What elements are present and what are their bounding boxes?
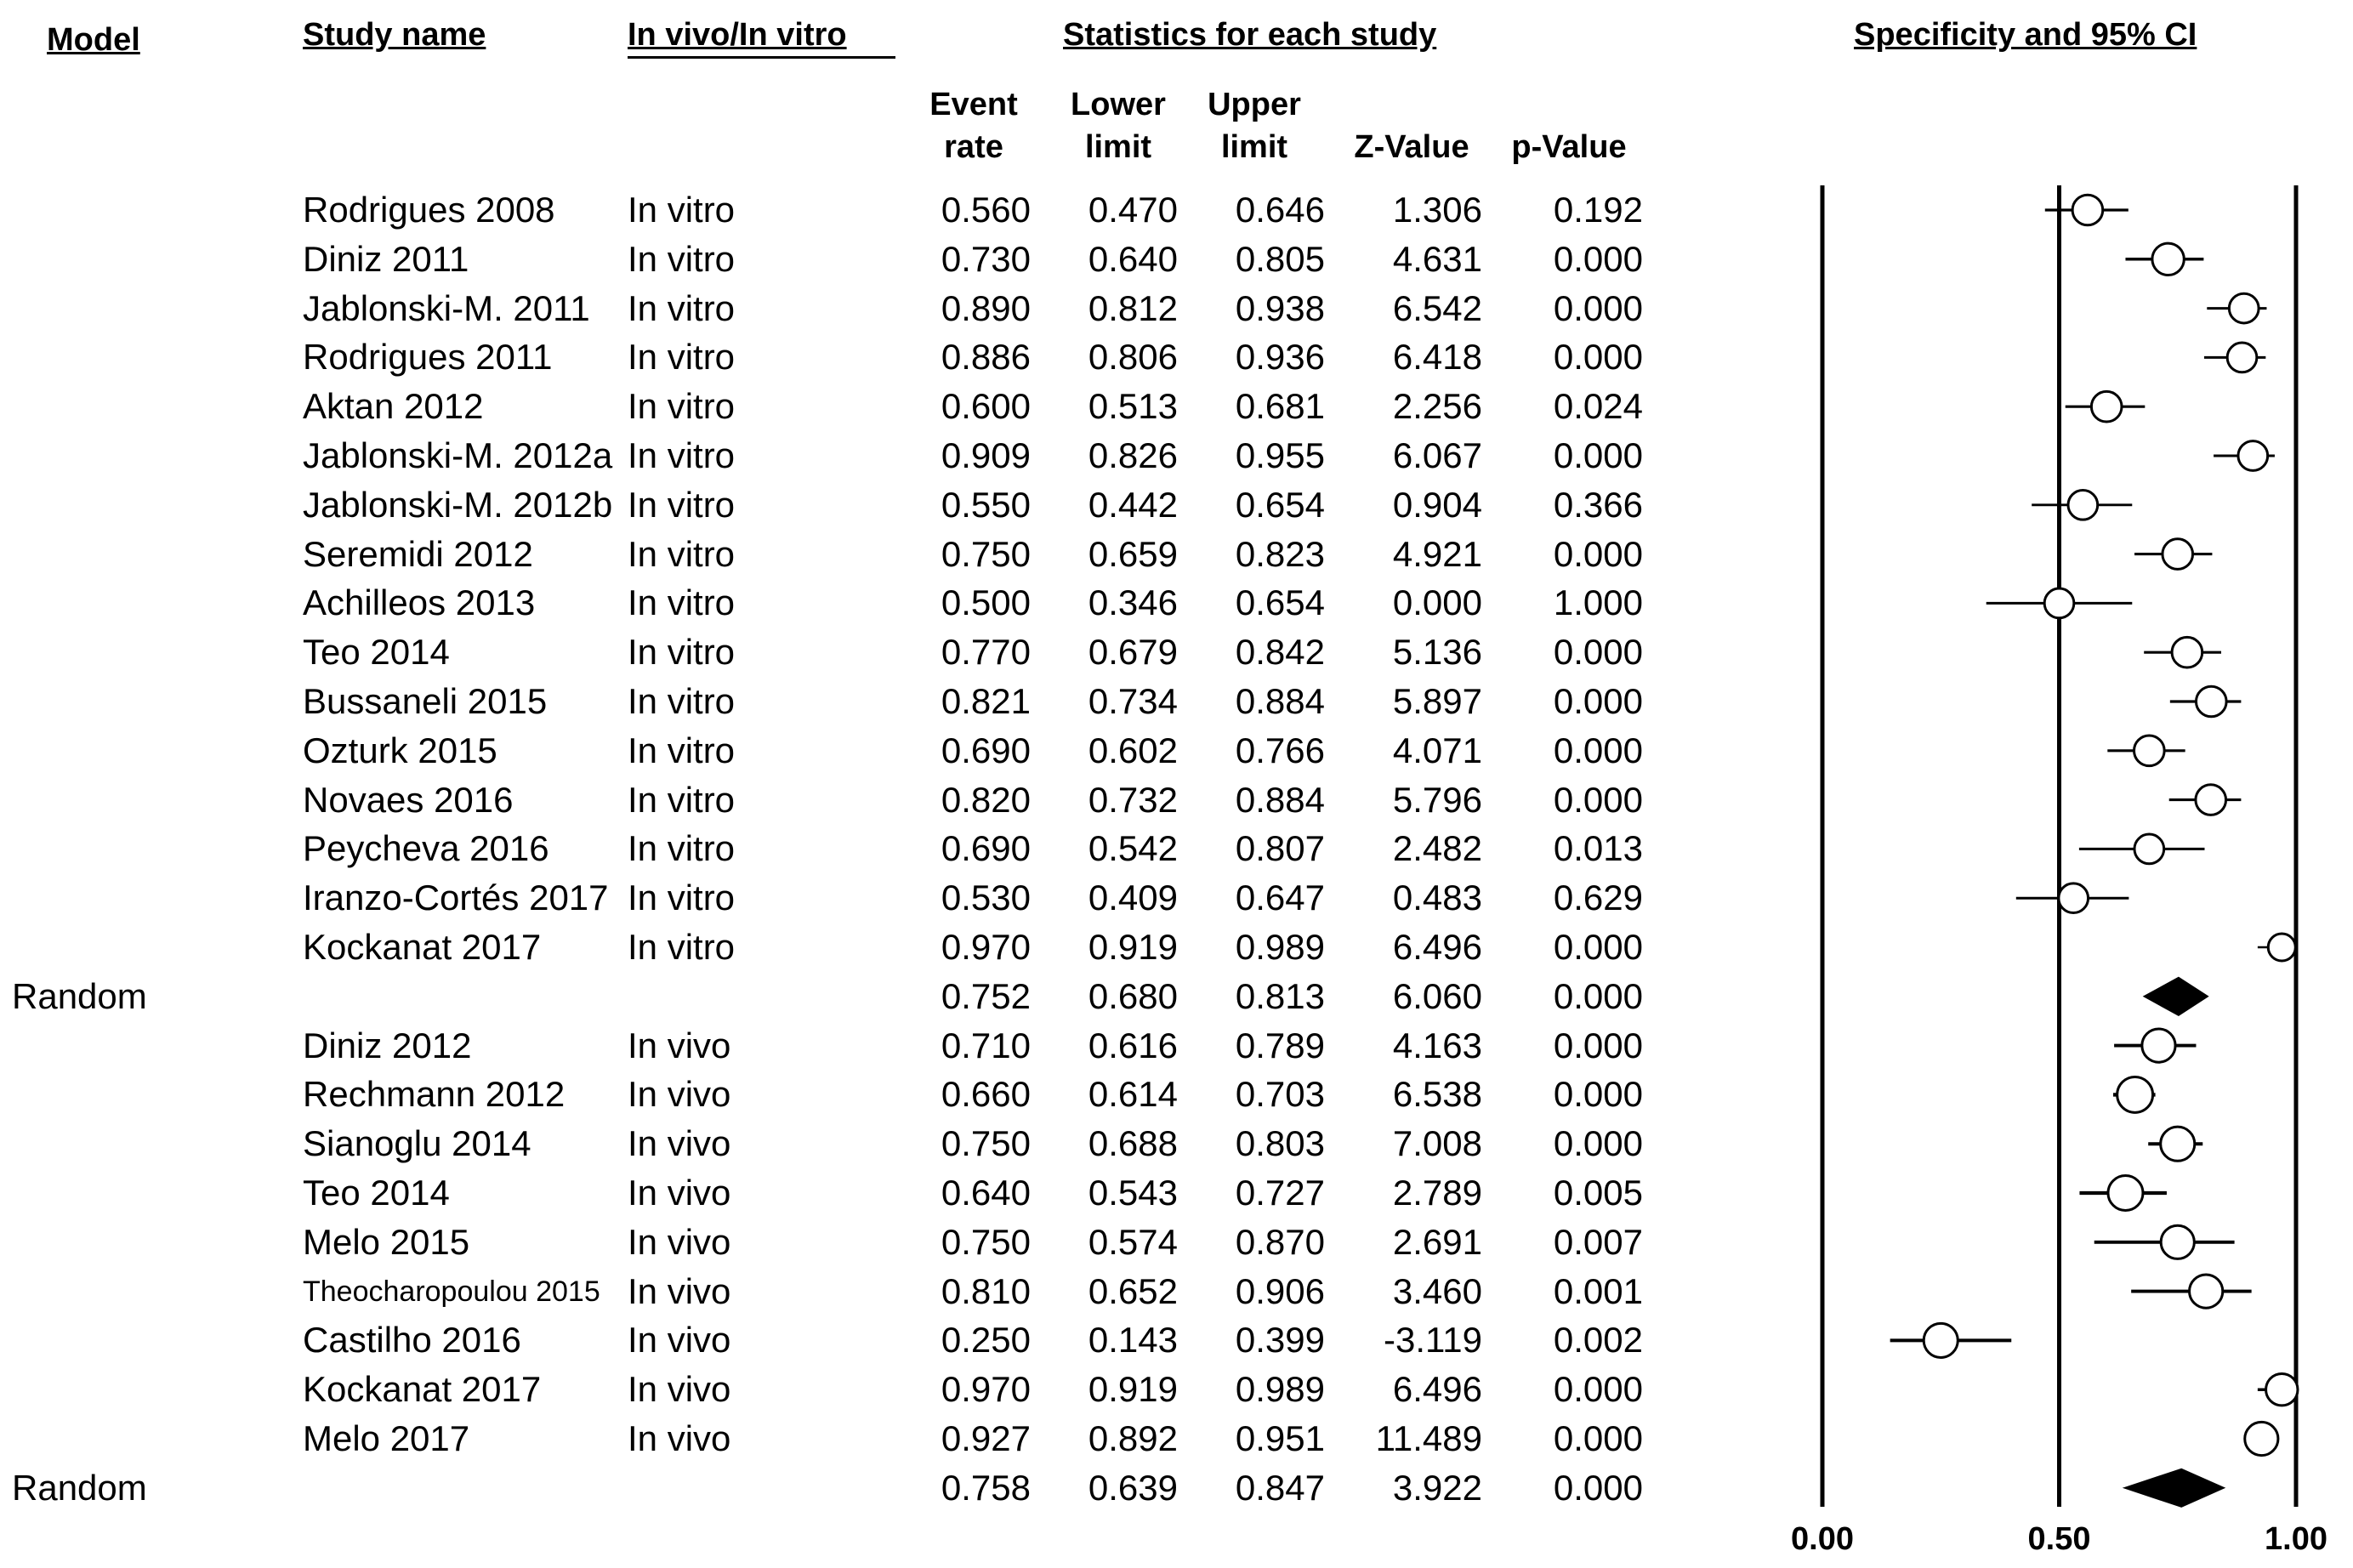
in-vivo-vitro-cell: In vivo	[628, 1173, 731, 1213]
p-value-cell: 0.000	[1553, 1074, 1643, 1115]
study-name-cell: Jablonski-M. 2012b	[303, 484, 613, 525]
upper-limit-cell: 0.807	[1235, 828, 1325, 869]
upper-limit-cell: 0.654	[1235, 582, 1325, 623]
in-vivo-vitro-cell: In vitro	[628, 681, 736, 721]
lower-limit-cell: 0.614	[1088, 1074, 1178, 1115]
z-value-cell: 1.306	[1392, 190, 1482, 230]
in-vivo-vitro-cell: In vitro	[628, 878, 736, 918]
header-in-vivo-vitro: In vivo/In vitro	[628, 17, 847, 53]
z-value-cell: 6.542	[1392, 287, 1482, 328]
lower-limit-cell: 0.734	[1088, 681, 1178, 721]
event-rate-cell: 0.250	[941, 1320, 1031, 1361]
estimate-marker	[2227, 343, 2257, 372]
subheader-z-value: Z-Value	[1354, 129, 1469, 165]
estimate-marker	[2059, 883, 2089, 913]
lower-limit-cell: 0.442	[1088, 484, 1178, 525]
z-value-cell: 2.482	[1392, 828, 1482, 869]
event-rate-cell: 0.750	[941, 1221, 1031, 1262]
lower-limit-cell: 0.659	[1088, 533, 1178, 574]
event-rate-cell: 0.810	[941, 1270, 1031, 1311]
lower-limit-cell: 0.812	[1088, 287, 1178, 328]
p-value-cell: 0.000	[1553, 1418, 1643, 1458]
z-value-cell: 2.256	[1392, 386, 1482, 427]
in-vivo-vitro-cell: In vivo	[628, 1270, 731, 1311]
model-cell: Random	[12, 975, 147, 1016]
upper-limit-cell: 0.870	[1235, 1221, 1325, 1262]
in-vivo-vitro-cell: In vitro	[628, 927, 736, 967]
event-rate-cell: 0.886	[941, 337, 1031, 378]
z-value-cell: 2.691	[1392, 1221, 1482, 1262]
lower-limit-cell: 0.919	[1088, 927, 1178, 967]
x-tick-label: 0.00	[1791, 1521, 1854, 1557]
lower-limit-cell: 0.542	[1088, 828, 1178, 869]
estimate-marker	[2161, 1127, 2195, 1161]
event-rate-cell: 0.550	[941, 484, 1031, 525]
in-vivo-vitro-cell: In vitro	[628, 238, 736, 279]
event-rate-cell: 0.710	[941, 1025, 1031, 1065]
upper-limit-cell: 0.803	[1235, 1123, 1325, 1164]
p-value-cell: 0.000	[1553, 730, 1643, 770]
in-vivo-vitro-cell: In vivo	[628, 1320, 731, 1361]
in-vivo-vitro-cell: In vitro	[628, 386, 736, 427]
z-value-cell: -3.119	[1384, 1320, 1482, 1361]
z-value-cell: 6.067	[1392, 435, 1482, 475]
summary-diamond	[2145, 978, 2208, 1015]
model-cell: Random	[12, 1467, 147, 1508]
upper-limit-cell: 0.805	[1235, 238, 1325, 279]
study-name-cell: Rodrigues 2011	[303, 337, 553, 378]
event-rate-cell: 0.970	[941, 927, 1031, 967]
z-value-cell: 0.483	[1392, 878, 1482, 918]
p-value-cell: 0.000	[1553, 1369, 1643, 1410]
event-rate-cell: 0.690	[941, 828, 1031, 869]
lower-limit-cell: 0.919	[1088, 1369, 1178, 1410]
p-value-cell: 0.000	[1553, 927, 1643, 967]
subheader-event-rate-line2: rate	[944, 129, 1003, 165]
event-rate-cell: 0.821	[941, 681, 1031, 721]
study-name-cell: Peycheva 2016	[303, 828, 549, 869]
lower-limit-cell: 0.679	[1088, 632, 1178, 673]
event-rate-cell: 0.909	[941, 435, 1031, 475]
estimate-marker	[2142, 1029, 2175, 1062]
z-value-cell: 5.796	[1392, 779, 1482, 820]
in-vivo-vitro-cell: In vivo	[628, 1221, 731, 1262]
subheader-p-value: p-Value	[1511, 129, 1627, 165]
estimate-marker	[2134, 736, 2165, 766]
x-tick-label: 0.50	[2027, 1521, 2091, 1557]
lower-limit-cell: 0.826	[1088, 435, 1178, 475]
study-name-cell: Jablonski-M. 2011	[303, 287, 590, 328]
event-rate-cell: 0.500	[941, 582, 1031, 623]
p-value-cell: 0.366	[1553, 484, 1643, 525]
study-name-cell: Rodrigues 2008	[303, 190, 555, 230]
upper-limit-cell: 0.823	[1235, 533, 1325, 574]
study-name-cell: Kockanat 2017	[303, 1369, 542, 1410]
upper-limit-cell: 0.847	[1235, 1467, 1325, 1508]
upper-limit-cell: 0.936	[1235, 337, 1325, 378]
p-value-cell: 0.007	[1553, 1221, 1643, 1262]
lower-limit-cell: 0.346	[1088, 582, 1178, 623]
lower-limit-cell: 0.513	[1088, 386, 1178, 427]
upper-limit-cell: 0.842	[1235, 632, 1325, 673]
upper-limit-cell: 0.955	[1235, 435, 1325, 475]
z-value-cell: 7.008	[1392, 1123, 1482, 1164]
study-name-cell: Kockanat 2017	[303, 927, 542, 967]
upper-limit-cell: 0.789	[1235, 1025, 1325, 1065]
upper-limit-cell: 0.727	[1235, 1173, 1325, 1213]
p-value-cell: 0.005	[1553, 1173, 1643, 1213]
p-value-cell: 0.002	[1553, 1320, 1643, 1361]
lower-limit-cell: 0.688	[1088, 1123, 1178, 1164]
estimate-marker	[2196, 785, 2226, 815]
event-rate-cell: 0.750	[941, 1123, 1031, 1164]
z-value-cell: 6.418	[1392, 337, 1482, 378]
p-value-cell: 0.000	[1553, 779, 1643, 820]
in-vivo-vitro-cell: In vitro	[628, 435, 736, 475]
p-value-cell: 0.000	[1553, 1467, 1643, 1508]
study-name-cell: Rechmann 2012	[303, 1074, 566, 1115]
in-vivo-vitro-cell: In vitro	[628, 533, 736, 574]
z-value-cell: 4.631	[1392, 238, 1482, 279]
header-specificity: Specificity and 95% CI	[1854, 17, 2197, 53]
upper-limit-cell: 0.647	[1235, 878, 1325, 918]
estimate-marker	[2134, 834, 2164, 864]
upper-limit-cell: 0.703	[1235, 1074, 1325, 1115]
in-vivo-vitro-cell: In vivo	[628, 1418, 731, 1458]
z-value-cell: 3.460	[1392, 1270, 1482, 1311]
upper-limit-cell: 0.884	[1235, 681, 1325, 721]
lower-limit-cell: 0.680	[1088, 975, 1178, 1016]
x-tick-label: 1.00	[2265, 1521, 2327, 1557]
p-value-cell: 0.024	[1553, 386, 1643, 427]
in-vivo-vitro-cell: In vitro	[628, 779, 736, 820]
study-name-cell: Theocharopoulou 2015	[303, 1275, 600, 1308]
z-value-cell: 6.496	[1392, 1369, 1482, 1410]
estimate-marker	[2163, 539, 2193, 570]
study-name-cell: Castilho 2016	[303, 1320, 521, 1361]
event-rate-cell: 0.820	[941, 779, 1031, 820]
header-statistics: Statistics for each study	[1063, 17, 1437, 53]
z-value-cell: 2.789	[1392, 1173, 1482, 1213]
study-name-cell: Teo 2014	[303, 1173, 450, 1213]
upper-limit-cell: 0.813	[1235, 975, 1325, 1016]
estimate-marker	[2068, 490, 2098, 520]
event-rate-cell: 0.758	[941, 1467, 1031, 1508]
study-name-cell: Melo 2017	[303, 1418, 470, 1458]
summary-diamond	[2125, 1469, 2224, 1507]
event-rate-cell: 0.750	[941, 533, 1031, 574]
study-name-cell: Diniz 2011	[303, 238, 469, 279]
z-value-cell: 4.921	[1392, 533, 1482, 574]
p-value-cell: 0.001	[1553, 1270, 1643, 1311]
subheader-event-rate-line1: Event	[929, 87, 1018, 122]
upper-limit-cell: 0.399	[1235, 1320, 1325, 1361]
p-value-cell: 0.000	[1553, 287, 1643, 328]
estimate-marker	[2190, 1275, 2223, 1308]
in-vivo-vitro-cell: In vitro	[628, 828, 736, 869]
in-vivo-vitro-cell: In vitro	[628, 730, 736, 770]
study-name-cell: Seremidi 2012	[303, 533, 533, 574]
upper-limit-cell: 0.989	[1235, 927, 1325, 967]
p-value-cell: 0.000	[1553, 238, 1643, 279]
estimate-marker	[2266, 1374, 2298, 1406]
p-value-cell: 0.000	[1553, 975, 1643, 1016]
estimate-marker	[1924, 1323, 1958, 1357]
upper-limit-cell: 0.646	[1235, 190, 1325, 230]
in-vivo-vitro-cell: In vivo	[628, 1074, 731, 1115]
p-value-cell: 0.000	[1553, 435, 1643, 475]
event-rate-cell: 0.970	[941, 1369, 1031, 1410]
study-name-cell: Ozturk 2015	[303, 730, 497, 770]
upper-limit-cell: 0.884	[1235, 779, 1325, 820]
in-vivo-vitro-cell: In vitro	[628, 484, 736, 525]
estimate-marker	[2229, 293, 2259, 323]
in-vivo-vitro-cell: In vitro	[628, 337, 736, 378]
study-name-cell: Teo 2014	[303, 632, 450, 673]
lower-limit-cell: 0.639	[1088, 1467, 1178, 1508]
p-value-cell: 0.000	[1553, 681, 1643, 721]
lower-limit-cell: 0.470	[1088, 190, 1178, 230]
study-name-cell: Melo 2015	[303, 1221, 470, 1262]
event-rate-cell: 0.752	[941, 975, 1031, 1016]
lower-limit-cell: 0.543	[1088, 1173, 1178, 1213]
in-vivo-vitro-cell: In vivo	[628, 1025, 731, 1065]
upper-limit-cell: 0.906	[1235, 1270, 1325, 1311]
estimate-marker	[2196, 686, 2226, 717]
subheader-upper-limit-line2: limit	[1220, 129, 1288, 165]
lower-limit-cell: 0.409	[1088, 878, 1178, 918]
p-value-cell: 0.000	[1553, 1123, 1643, 1164]
study-name-cell: Jablonski-M. 2012a	[303, 435, 613, 475]
z-value-cell: 5.897	[1392, 681, 1482, 721]
z-value-cell: 5.136	[1392, 632, 1482, 673]
lower-limit-cell: 0.732	[1088, 779, 1178, 820]
in-vivo-vitro-cell: In vitro	[628, 287, 736, 328]
z-value-cell: 6.538	[1392, 1074, 1482, 1115]
estimate-marker	[2161, 1225, 2194, 1258]
subheader-lower-limit-line2: limit	[1084, 129, 1152, 165]
upper-limit-cell: 0.989	[1235, 1369, 1325, 1410]
study-name-cell: Achilleos 2013	[303, 582, 536, 623]
lower-limit-cell: 0.574	[1088, 1221, 1178, 1262]
event-rate-cell: 0.770	[941, 632, 1031, 673]
event-rate-cell: 0.560	[941, 190, 1031, 230]
p-value-cell: 0.000	[1553, 1025, 1643, 1065]
p-value-cell: 0.000	[1553, 337, 1643, 378]
z-value-cell: 4.071	[1392, 730, 1482, 770]
header-model: Model	[47, 22, 140, 58]
event-rate-cell: 0.530	[941, 878, 1031, 918]
event-rate-cell: 0.640	[941, 1173, 1031, 1213]
lower-limit-cell: 0.892	[1088, 1418, 1178, 1458]
study-name-cell: Aktan 2012	[303, 386, 484, 427]
in-vivo-vitro-cell: In vitro	[628, 632, 736, 673]
p-value-cell: 0.000	[1553, 632, 1643, 673]
upper-limit-cell: 0.654	[1235, 484, 1325, 525]
event-rate-cell: 0.690	[941, 730, 1031, 770]
study-name-cell: Diniz 2012	[303, 1025, 472, 1065]
z-value-cell: 11.489	[1375, 1418, 1482, 1458]
estimate-marker	[2117, 1077, 2153, 1112]
event-rate-cell: 0.600	[941, 386, 1031, 427]
z-value-cell: 3.922	[1392, 1467, 1482, 1508]
in-vivo-vitro-cell: In vivo	[628, 1123, 731, 1164]
event-rate-cell: 0.660	[941, 1074, 1031, 1115]
estimate-marker	[2091, 391, 2122, 422]
in-vivo-vitro-cell: In vivo	[628, 1369, 731, 1410]
estimate-marker	[2238, 441, 2268, 471]
upper-limit-cell: 0.766	[1235, 730, 1325, 770]
event-rate-cell: 0.730	[941, 238, 1031, 279]
z-value-cell: 0.000	[1392, 582, 1482, 623]
estimate-marker	[2268, 934, 2295, 961]
lower-limit-cell: 0.640	[1088, 238, 1178, 279]
p-value-cell: 0.629	[1553, 878, 1643, 918]
lower-limit-cell: 0.616	[1088, 1025, 1178, 1065]
estimate-marker	[2044, 588, 2074, 618]
study-name-cell: Bussaneli 2015	[303, 681, 548, 721]
subheader-lower-limit-line1: Lower	[1071, 87, 1166, 122]
header-study-name: Study name	[303, 17, 486, 53]
lower-limit-cell: 0.652	[1088, 1270, 1178, 1311]
estimate-marker	[2072, 195, 2103, 225]
p-value-cell: 0.000	[1553, 533, 1643, 574]
study-name-cell: Iranzo-Cortés 2017	[303, 878, 609, 918]
upper-limit-cell: 0.951	[1235, 1418, 1325, 1458]
upper-limit-cell: 0.938	[1235, 287, 1325, 328]
lower-limit-cell: 0.806	[1088, 337, 1178, 378]
lower-limit-cell: 0.143	[1088, 1320, 1178, 1361]
p-value-cell: 0.192	[1553, 190, 1643, 230]
upper-limit-cell: 0.681	[1235, 386, 1325, 427]
in-vivo-vitro-cell: In vitro	[628, 582, 736, 623]
estimate-marker	[2245, 1422, 2278, 1455]
z-value-cell: 6.060	[1392, 975, 1482, 1016]
in-vivo-vitro-cell: In vitro	[628, 190, 736, 230]
study-name-cell: Novaes 2016	[303, 779, 514, 820]
event-rate-cell: 0.927	[941, 1418, 1031, 1458]
z-value-cell: 0.904	[1392, 484, 1482, 525]
z-value-cell: 6.496	[1392, 927, 1482, 967]
p-value-cell: 1.000	[1553, 582, 1643, 623]
estimate-marker	[2172, 637, 2202, 668]
lower-limit-cell: 0.602	[1088, 730, 1178, 770]
p-value-cell: 0.013	[1553, 828, 1643, 869]
event-rate-cell: 0.890	[941, 287, 1031, 328]
estimate-marker	[2152, 243, 2184, 275]
study-name-cell: Sianoglu 2014	[303, 1123, 531, 1164]
estimate-marker	[2108, 1176, 2143, 1211]
z-value-cell: 4.163	[1392, 1025, 1482, 1065]
subheader-upper-limit-line1: Upper	[1208, 87, 1301, 122]
